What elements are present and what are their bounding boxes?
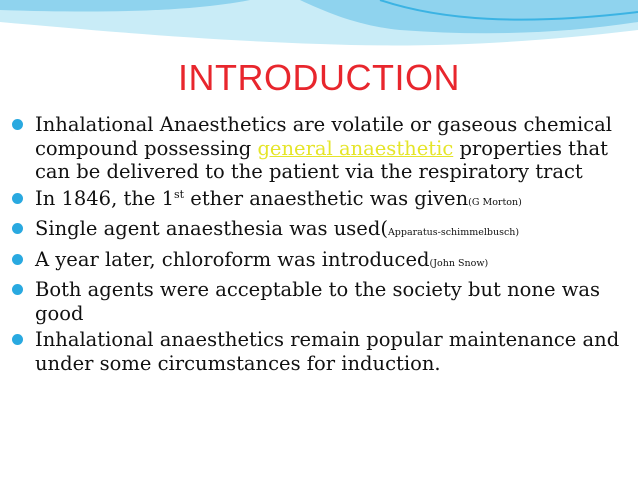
bullet-text: Inhalational Anaesthetics are volatile or gaseous chemical compound possessing xyxy=(35,113,612,160)
bullet-text: Single agent anaesthesia was used( xyxy=(35,217,388,240)
citation-note: (John Snow) xyxy=(429,257,489,269)
bullet-item-5 xyxy=(10,278,630,325)
bullet-item-2 xyxy=(10,187,630,215)
bullet-dot-icon xyxy=(12,223,23,234)
ordinal-superscript: st xyxy=(174,187,185,201)
citation-note: Apparatus-schimmelbusch) xyxy=(387,227,520,238)
bullet-item-3 xyxy=(10,217,630,245)
general-anaesthetic-link[interactable]: general anaesthetic xyxy=(257,136,454,160)
bullet-item-4 xyxy=(10,248,630,276)
bullet-text: Inhalational anaesthetics remain popular maintenance and under some circumstances for induction. xyxy=(35,328,620,375)
slide-title: INTRODUCTION xyxy=(178,57,460,98)
bullet-dot-icon xyxy=(12,334,23,345)
bullet-dot-icon xyxy=(12,284,23,295)
bullet-item-6 xyxy=(10,328,630,375)
bullet-item-1 xyxy=(10,113,630,184)
bullet-dot-icon xyxy=(12,254,23,265)
bullet-dot-icon xyxy=(12,119,23,130)
citation-note: (G Morton) xyxy=(468,196,522,208)
bullet-list xyxy=(10,113,630,378)
header-decoration xyxy=(0,0,638,60)
bullet-dot-icon xyxy=(12,193,23,204)
bullet-text: Both agents were acceptable to the society but none was good xyxy=(35,278,601,325)
bullet-text: A year later, chloroform was introduced xyxy=(35,247,430,271)
bullet-text: In 1846, the 1 xyxy=(35,186,175,210)
bullet-text-continued: ether anaesthetic was given xyxy=(184,186,469,210)
bullet-text-continued: properties that can be delivered to the patient via the respiratory tract xyxy=(35,136,609,183)
